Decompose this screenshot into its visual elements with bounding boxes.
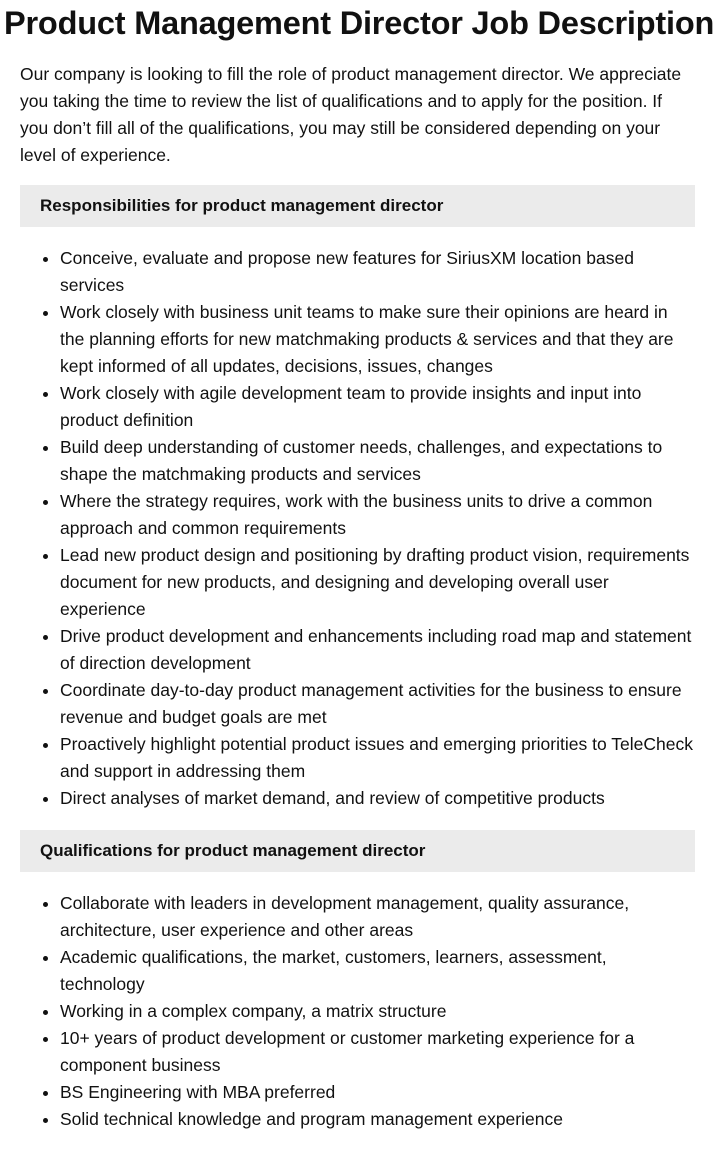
list-item: • Conceive, evaluate and propose new features for SiriusXM location based services <box>60 245 695 299</box>
list-item: • Work closely with business unit teams to make sure their opinions are heard in the planning efforts for new matchmaking products & services and that they are kept informed of all updates, decisions, issues, changes <box>60 299 695 380</box>
responsibilities-list <box>20 245 695 812</box>
list-item: • Working in a complex company, a matrix structure <box>60 998 695 1025</box>
qualifications-list <box>20 890 695 1133</box>
list-item: • Solid technical knowledge and program management experience <box>60 1106 695 1133</box>
list-item: • Collaborate with leaders in development management, quality assurance, architecture, user experience and other areas <box>60 890 695 944</box>
responsibilities-heading: Responsibilities for product management director <box>20 185 695 227</box>
qualifications-heading: Qualifications for product management director <box>20 830 695 872</box>
list-item: • Drive product development and enhancements including road map and statement of direction development <box>60 623 695 677</box>
list-item: • 10+ years of product development or customer marketing experience for a component business <box>60 1025 695 1079</box>
list-item: • Work closely with agile development team to provide insights and input into product definition <box>60 380 695 434</box>
job-description <box>0 61 720 1133</box>
list-item: • Build deep understanding of customer needs, challenges, and expectations to shape the matchmaking products and services <box>60 434 695 488</box>
list-item: • Lead new product design and positioning by drafting product vision, requirements document for new products, and designing and developing overall user experience <box>60 542 695 623</box>
list-item: • Academic qualifications, the market, customers, learners, assessment, technology <box>60 944 695 998</box>
list-item: • Proactively highlight potential product issues and emerging priorities to TeleCheck and support in addressing them <box>60 731 695 785</box>
list-item: • Coordinate day-to-day product management activities for the business to ensure revenue and budget goals are met <box>60 677 695 731</box>
list-item: • BS Engineering with MBA preferred <box>60 1079 695 1106</box>
list-item: • Direct analyses of market demand, and review of competitive products <box>60 785 695 812</box>
intro-paragraph: Our company is looking to fill the role of product management director. We appreciate you taking the time to review the list of qualifications and to apply for the position. If you don’t fill all of the qualifications, you may still be considered depending on your level of experience. <box>20 64 682 165</box>
list-item: • Where the strategy requires, work with the business units to drive a common approach and common requirements <box>60 488 695 542</box>
page-title: Product Management Director Job Description <box>4 5 715 41</box>
